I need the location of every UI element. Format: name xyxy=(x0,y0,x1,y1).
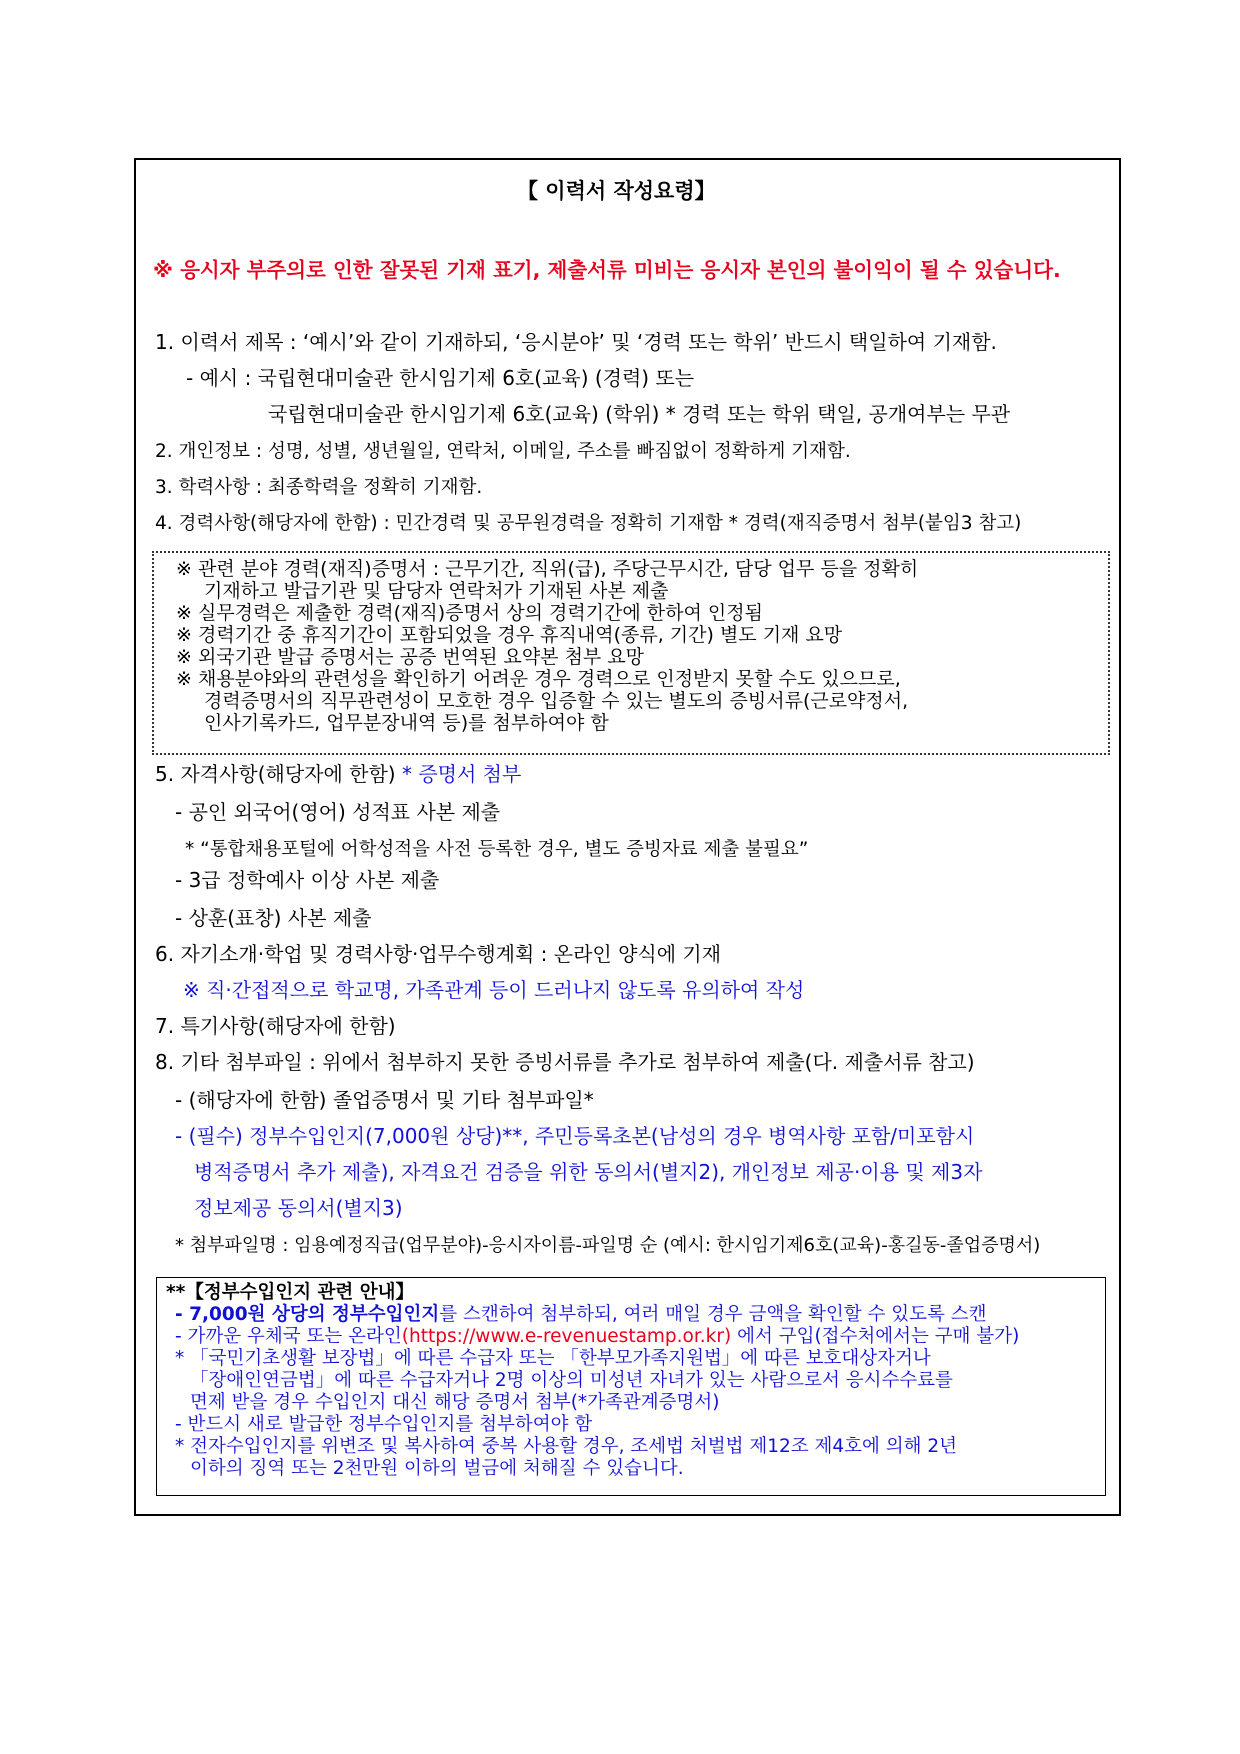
item-8-required-3: 정보제공 동의서(별지3) xyxy=(194,1196,403,1220)
notice-line: * 「국민기초생활 보장법」에 따른 수급자 또는 「한부모가족지원법」에 따른 보호대상자거나 xyxy=(175,1348,931,1369)
item-5-language: - 공인 외국어(영어) 성적표 사본 제출 xyxy=(175,800,501,824)
notice-line: - 반드시 새로 발급한 정부수입인지를 첨부하여야 함 xyxy=(175,1414,593,1435)
item-1-resume-title: 1. 이력서 제목 : ‘예시’와 같이 기재하되, ‘응시분야’ 및 ‘경력 또는 학위’ 반드시 택일하여 기재함. xyxy=(155,330,997,354)
notice-text: 에서 구입(접수처에서는 구매 불가) xyxy=(731,1326,1020,1347)
item-8-filename-rule: * 첨부파일명 : 임용예정직급(업무분야)-응시자이름-파일명 순 (예시: 한시임기제6호(교육)-홍길동-졸업증명서) xyxy=(175,1235,1041,1256)
item-5-language-note: * “통합채용포털에 어학성적을 사전 등록한 경우, 별도 증빙자료 제출 불필요” xyxy=(185,839,809,860)
item-8-required-2: 병적증명서 추가 제출), 자격요건 검증을 위한 동의서(별지2), 개인정보 제공·이용 및 제3자 xyxy=(194,1160,983,1184)
career-note: ※ 관련 분야 경력(재직)증명서 : 근무기간, 직위(급), 주당근무시간, 담당 업무 등을 정확히 xyxy=(176,558,919,580)
page-title: 【 이력서 작성요령】 xyxy=(517,179,716,203)
item-5-curator: - 3급 정학예사 이상 사본 제출 xyxy=(175,868,440,892)
notice-line: 「장애인연금법」에 따른 수급자거나 2명 이상의 미성년 자녀가 있는 사람으로서 응시수수료를 xyxy=(190,1370,953,1391)
item-6-note: ※ 직·간접적으로 학교명, 가족관계 등이 드러나지 않도록 유의하여 작성 xyxy=(183,978,805,1002)
revenue-stamp-url[interactable]: (https://www.e-revenuestamp.or.kr) xyxy=(401,1326,732,1347)
notice-bold-text: - 7,000원 상당의 정부수입인지 xyxy=(175,1304,440,1325)
item-5-qualifications xyxy=(155,761,521,787)
item-1-example-2: 국립현대미술관 한시임기제 6호(교육) (학위) * 경력 또는 학위 택일, 공개여부는 무관 xyxy=(268,402,1011,426)
item-8-attachments: 8. 기타 첨부파일 : 위에서 첨부하지 못한 증빙서류를 추가로 첨부하여 제출(다. 제출서류 참고) xyxy=(155,1050,975,1074)
warning-notice: ※ 응시자 부주의로 인한 잘못된 기재 표기, 제출서류 미비는 응시자 본인의 불이익이 될 수 있습니다. xyxy=(153,258,1061,282)
item-2-personal-info: 2. 개인정보 : 성명, 성별, 생년월일, 연락처, 이메일, 주소를 빠짐없이 정확하게 기재함. xyxy=(155,441,851,462)
item-6-self-intro: 6. 자기소개·학업 및 경력사항·업무수행계획 : 온라인 양식에 기재 xyxy=(155,942,722,966)
notice-line: * 전자수입인지를 위변조 및 복사하여 중복 사용할 경우, 조세법 처벌법 제12조 제4호에 의해 2년 xyxy=(175,1436,958,1457)
notice-line xyxy=(175,1304,986,1325)
career-note: ※ 채용분야와의 관련성을 확인하기 어려운 경우 경력으로 인정받지 못할 수도 있으므로, xyxy=(176,668,901,690)
item-5-label: 5. 자격사항(해당자에 한함) xyxy=(155,762,402,786)
career-note: 인사기록카드, 업무분장내역 등)를 첨부하여야 함 xyxy=(204,712,609,734)
notice-text: - 가까운 우체국 또는 온라인 xyxy=(175,1326,402,1347)
item-5-award: - 상훈(표창) 사본 제출 xyxy=(175,906,372,930)
notice-text: 를 스캔하여 첨부하되, 여러 매일 경우 금액을 확인할 수 있도록 스캔 xyxy=(439,1304,987,1325)
item-5-attach-note: * 증명서 첨부 xyxy=(401,762,522,786)
career-note: ※ 경력기간 중 휴직기간이 포함되었을 경우 휴직내역(종류, 기간) 별도 기재 요망 xyxy=(176,624,843,646)
career-note: 기재하고 발급기관 및 담당자 연락처가 기재된 사본 제출 xyxy=(204,580,669,602)
career-note: 경력증명서의 직무관련성이 모호한 경우 입증할 수 있는 별도의 증빙서류(근로약정서, xyxy=(204,690,909,712)
item-3-education: 3. 학력사항 : 최종학력을 정확히 기재함. xyxy=(155,477,483,498)
item-8-required-1: - (필수) 정부수입인지(7,000원 상당)**, 주민등록초본(남성의 경우 병역사항 포함/미포함시 xyxy=(175,1124,975,1148)
career-note: ※ 실무경력은 제출한 경력(재직)증명서 상의 경력기간에 한하여 인정됨 xyxy=(176,602,763,624)
item-8-optional: - (해당자에 한함) 졸업증명서 및 기타 첨부파일* xyxy=(175,1088,594,1112)
item-7-special: 7. 특기사항(해당자에 한함) xyxy=(155,1014,396,1038)
notice-line: 이하의 징역 또는 2천만원 이하의 벌금에 처해질 수 있습니다. xyxy=(190,1458,684,1479)
notice-header: **【정부수입인지 관련 안내】 xyxy=(166,1282,414,1303)
item-4-career: 4. 경력사항(해당자에 한함) : 민간경력 및 공무원경력을 정확히 기재함 * 경력(재직증명서 첨부(붙임3 참고) xyxy=(155,513,1022,534)
notice-line xyxy=(175,1326,1019,1347)
item-1-example: - 예시 : 국립현대미술관 한시임기제 6호(교육) (경력) 또는 xyxy=(186,366,695,390)
notice-line: 면제 받을 경우 수입인지 대신 해당 증명서 첨부(*가족관계증명서) xyxy=(190,1392,720,1413)
career-note: ※ 외국기관 발급 증명서는 공증 번역된 요약본 첨부 요망 xyxy=(176,646,645,668)
